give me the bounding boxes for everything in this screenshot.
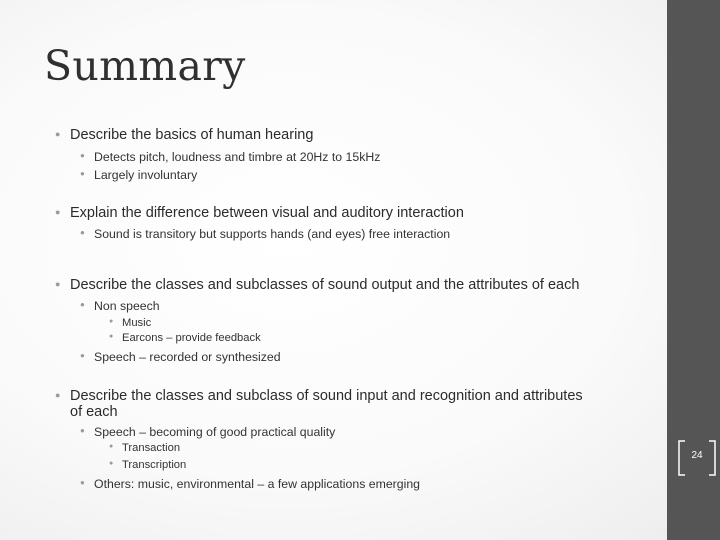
bullet-dot-icon: ● <box>80 426 85 435</box>
bullet-text: Detects pitch, loudness and timbre at 20Hz to 15kHz <box>94 150 381 164</box>
bullet-music <box>109 317 152 329</box>
bullet-speech-input <box>80 425 336 439</box>
bullet-text: Describe the classes and subclass of sound input and recognition and attributes <box>70 388 583 404</box>
bullet-dot-icon: ● <box>80 228 85 237</box>
bullet-dot-icon: ● <box>109 460 114 467</box>
bullet-text: Largely involuntary <box>94 168 198 182</box>
bullet-dot-icon: ● <box>80 151 85 160</box>
bullet-sound-output <box>55 277 580 293</box>
bullet-speech-output <box>80 350 281 364</box>
bullet-dot-icon: ● <box>55 279 61 289</box>
bullet-text: Music <box>122 317 152 329</box>
bullet-dot-icon: ● <box>55 129 61 139</box>
bullet-text: Earcons – provide feedback <box>122 332 261 344</box>
bullet-text: Transcription <box>122 459 187 471</box>
bullet-sound-input-continued <box>70 404 118 420</box>
bullet-text: Describe the basics of human hearing <box>70 127 314 143</box>
bullet-sound-input <box>55 388 583 404</box>
bullet-dot-icon: ● <box>80 300 85 309</box>
bullet-dot-icon: ● <box>55 207 61 217</box>
bullet-visual-vs-auditory <box>55 205 464 221</box>
bullet-dot-icon: ● <box>109 443 114 450</box>
bullet-dot-icon: ● <box>80 478 85 487</box>
bullet-earcons <box>109 332 261 344</box>
bullet-text: Transaction <box>122 442 181 454</box>
bullet-text: Others: music, environmental – a few applications emerging <box>94 477 421 491</box>
bullet-dot-icon: ● <box>55 390 61 400</box>
bullet-pitch-range <box>80 150 381 164</box>
bullet-text: Non speech <box>94 299 160 313</box>
bullet-text: Explain the difference between visual and auditory interaction <box>70 205 464 221</box>
page-number: 24 <box>691 450 703 461</box>
page-number-frame <box>678 440 716 476</box>
bullet-dot-icon: ● <box>80 169 85 178</box>
bullet-transaction <box>109 442 181 454</box>
bullet-dot-icon: ● <box>109 333 114 340</box>
bullet-text: Sound is transitory but supports hands (and eyes) free interaction <box>94 227 451 241</box>
bullet-dot-icon: ● <box>109 318 114 325</box>
bullet-others <box>80 477 421 491</box>
bullet-transcription <box>109 459 187 471</box>
bullet-text: Speech – becoming of good practical quality <box>94 425 336 439</box>
bullet-non-speech <box>80 299 160 313</box>
bullet-text: Speech – recorded or synthesized <box>94 350 281 364</box>
bullet-involuntary <box>80 168 198 182</box>
bullet-sound-transitory <box>80 227 451 241</box>
bullet-hearing-basics <box>55 127 314 143</box>
slide-title: Summary <box>44 42 246 90</box>
bullet-dot-icon: ● <box>80 351 85 360</box>
bullet-text: of each <box>70 404 118 420</box>
bullet-text: Describe the classes and subclasses of sound output and the attributes of each <box>70 277 580 293</box>
